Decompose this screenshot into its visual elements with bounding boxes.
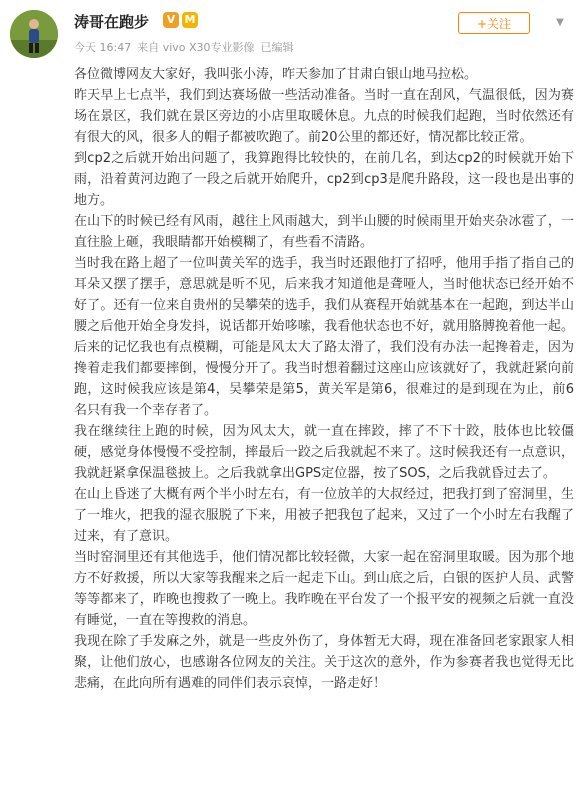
chevron-down-icon[interactable]: ▼ <box>556 17 564 28</box>
post-paragraph: 在山上昏迷了大概有两个半小时左右，有一位放羊的大叔经过，把我打到了窑洞里，生了一堆火，把我的湿衣服脱了下来，用被子把我包了起来，又过了一个小时左右我醒了过来，有了意识。 <box>74 487 574 544</box>
post-paragraph: 当时窑洞里还有其他选手，他们情况都比较轻微，大家一起在窑洞里取暖。因为那个地方不好救援，所以大家等我醒来之后一起走下山。到山底之后，白银的医护人员、武警等等都来了，昨晚也搜救了一晚上。我昨晚在平台发了一个报平安的视频之后就一直没有睡觉，一直在等搜救的消息。 <box>74 550 574 628</box>
verified-badge-icon[interactable]: V <box>163 12 179 28</box>
username[interactable]: 涛哥在跑步 <box>74 13 150 31</box>
post-content <box>74 64 574 694</box>
avatar-image <box>10 10 58 58</box>
post-paragraph: 到cp2之后就开始出问题了，我算跑得比较快的，在前几名，到达cp2的时候就开始下雨，沿着黄河边跑了一段之后就开始爬升，cp2到cp3是爬升路段，这一段也是出事的地方。 <box>74 151 574 208</box>
post-source[interactable]: 来自 vivo X30专业影像 <box>137 41 255 54</box>
post-meta <box>74 39 294 55</box>
post-header <box>0 0 582 62</box>
user-badges <box>163 12 198 28</box>
post-time[interactable]: 今天 16:47 <box>74 41 132 54</box>
post-paragraph: 我现在除了手发麻之外，就是一些皮外伤了，身体暂无大碍，现在准备回老家跟家人相聚，让他们放心，也感谢各位网友的关注。关于这次的意外，作为参赛者我也觉得无比悲痛，在此向所有遇难的同伴们表示哀悼，一路走好！ <box>74 634 574 691</box>
post-paragraph: 在山下的时候已经有风雨，越往上风雨越大，到半山腰的时候雨里开始夹杂冰雹了，一直往脸上砸，我眼睛都开始模糊了，有些看不清路。 <box>74 214 574 250</box>
post-paragraph: 各位微博网友大家好，我叫张小涛，昨天参加了甘肃白银山地马拉松。 <box>74 67 478 82</box>
edited-label[interactable]: 已编辑 <box>260 41 294 54</box>
member-badge-icon[interactable]: M <box>182 12 198 28</box>
avatar[interactable] <box>10 10 58 58</box>
follow-button[interactable]: +关注 <box>458 12 530 34</box>
post-paragraph: 当时我在路上超了一位叫黄关军的选手，我当时还跟他打了招呼，他用手指了指自己的耳朵又摆了摆手，意思就是听不见，后来我才知道他是聋哑人，当时他状态已经开始不好了。还有一位来自贵州的吴攀荣的选手，我们从赛程开始就基本在一起跑，到达半山腰之后他开始全身发抖，说话都开始哆嗦，我看他状态也不好，就用胳膊挽着他一起。后来的记忆我也有点模糊，可能是风太大了路太滑了，我们没有办法一起搀着走，因为搀着走我们都要摔倒，慢慢分开了。我当时想着翻过这座山应该就好了，我就赶紧向前跑，这时候我应该是第4，吴攀荣是第5，黄关军是第6，很难过的是到现在为止，前6名只有我一个幸存者了。 <box>74 256 574 418</box>
post-paragraph: 我在继续往上跑的时候，因为风太大，就一直在摔跤，摔了不下十跤，肢体也比较僵硬，感觉身体慢慢不受控制，摔最后一跤之后我就起不来了。这时候我还有一点意识，我就赶紧拿保温毯披上。之后我就拿出GPS定位器，按了SOS，之后我就昏过去了。 <box>74 424 574 481</box>
post-paragraph: 昨天早上七点半，我们到达赛场做一些活动准备。当时一直在刮风，气温很低，因为赛场在景区，我们就在景区旁边的小店里取暖休息。九点的时候我们起跑，当时依然还有有很大的风，很多人的帽子都被吹跑了。前20公里的都还好，情况都比较正常。 <box>74 88 574 145</box>
